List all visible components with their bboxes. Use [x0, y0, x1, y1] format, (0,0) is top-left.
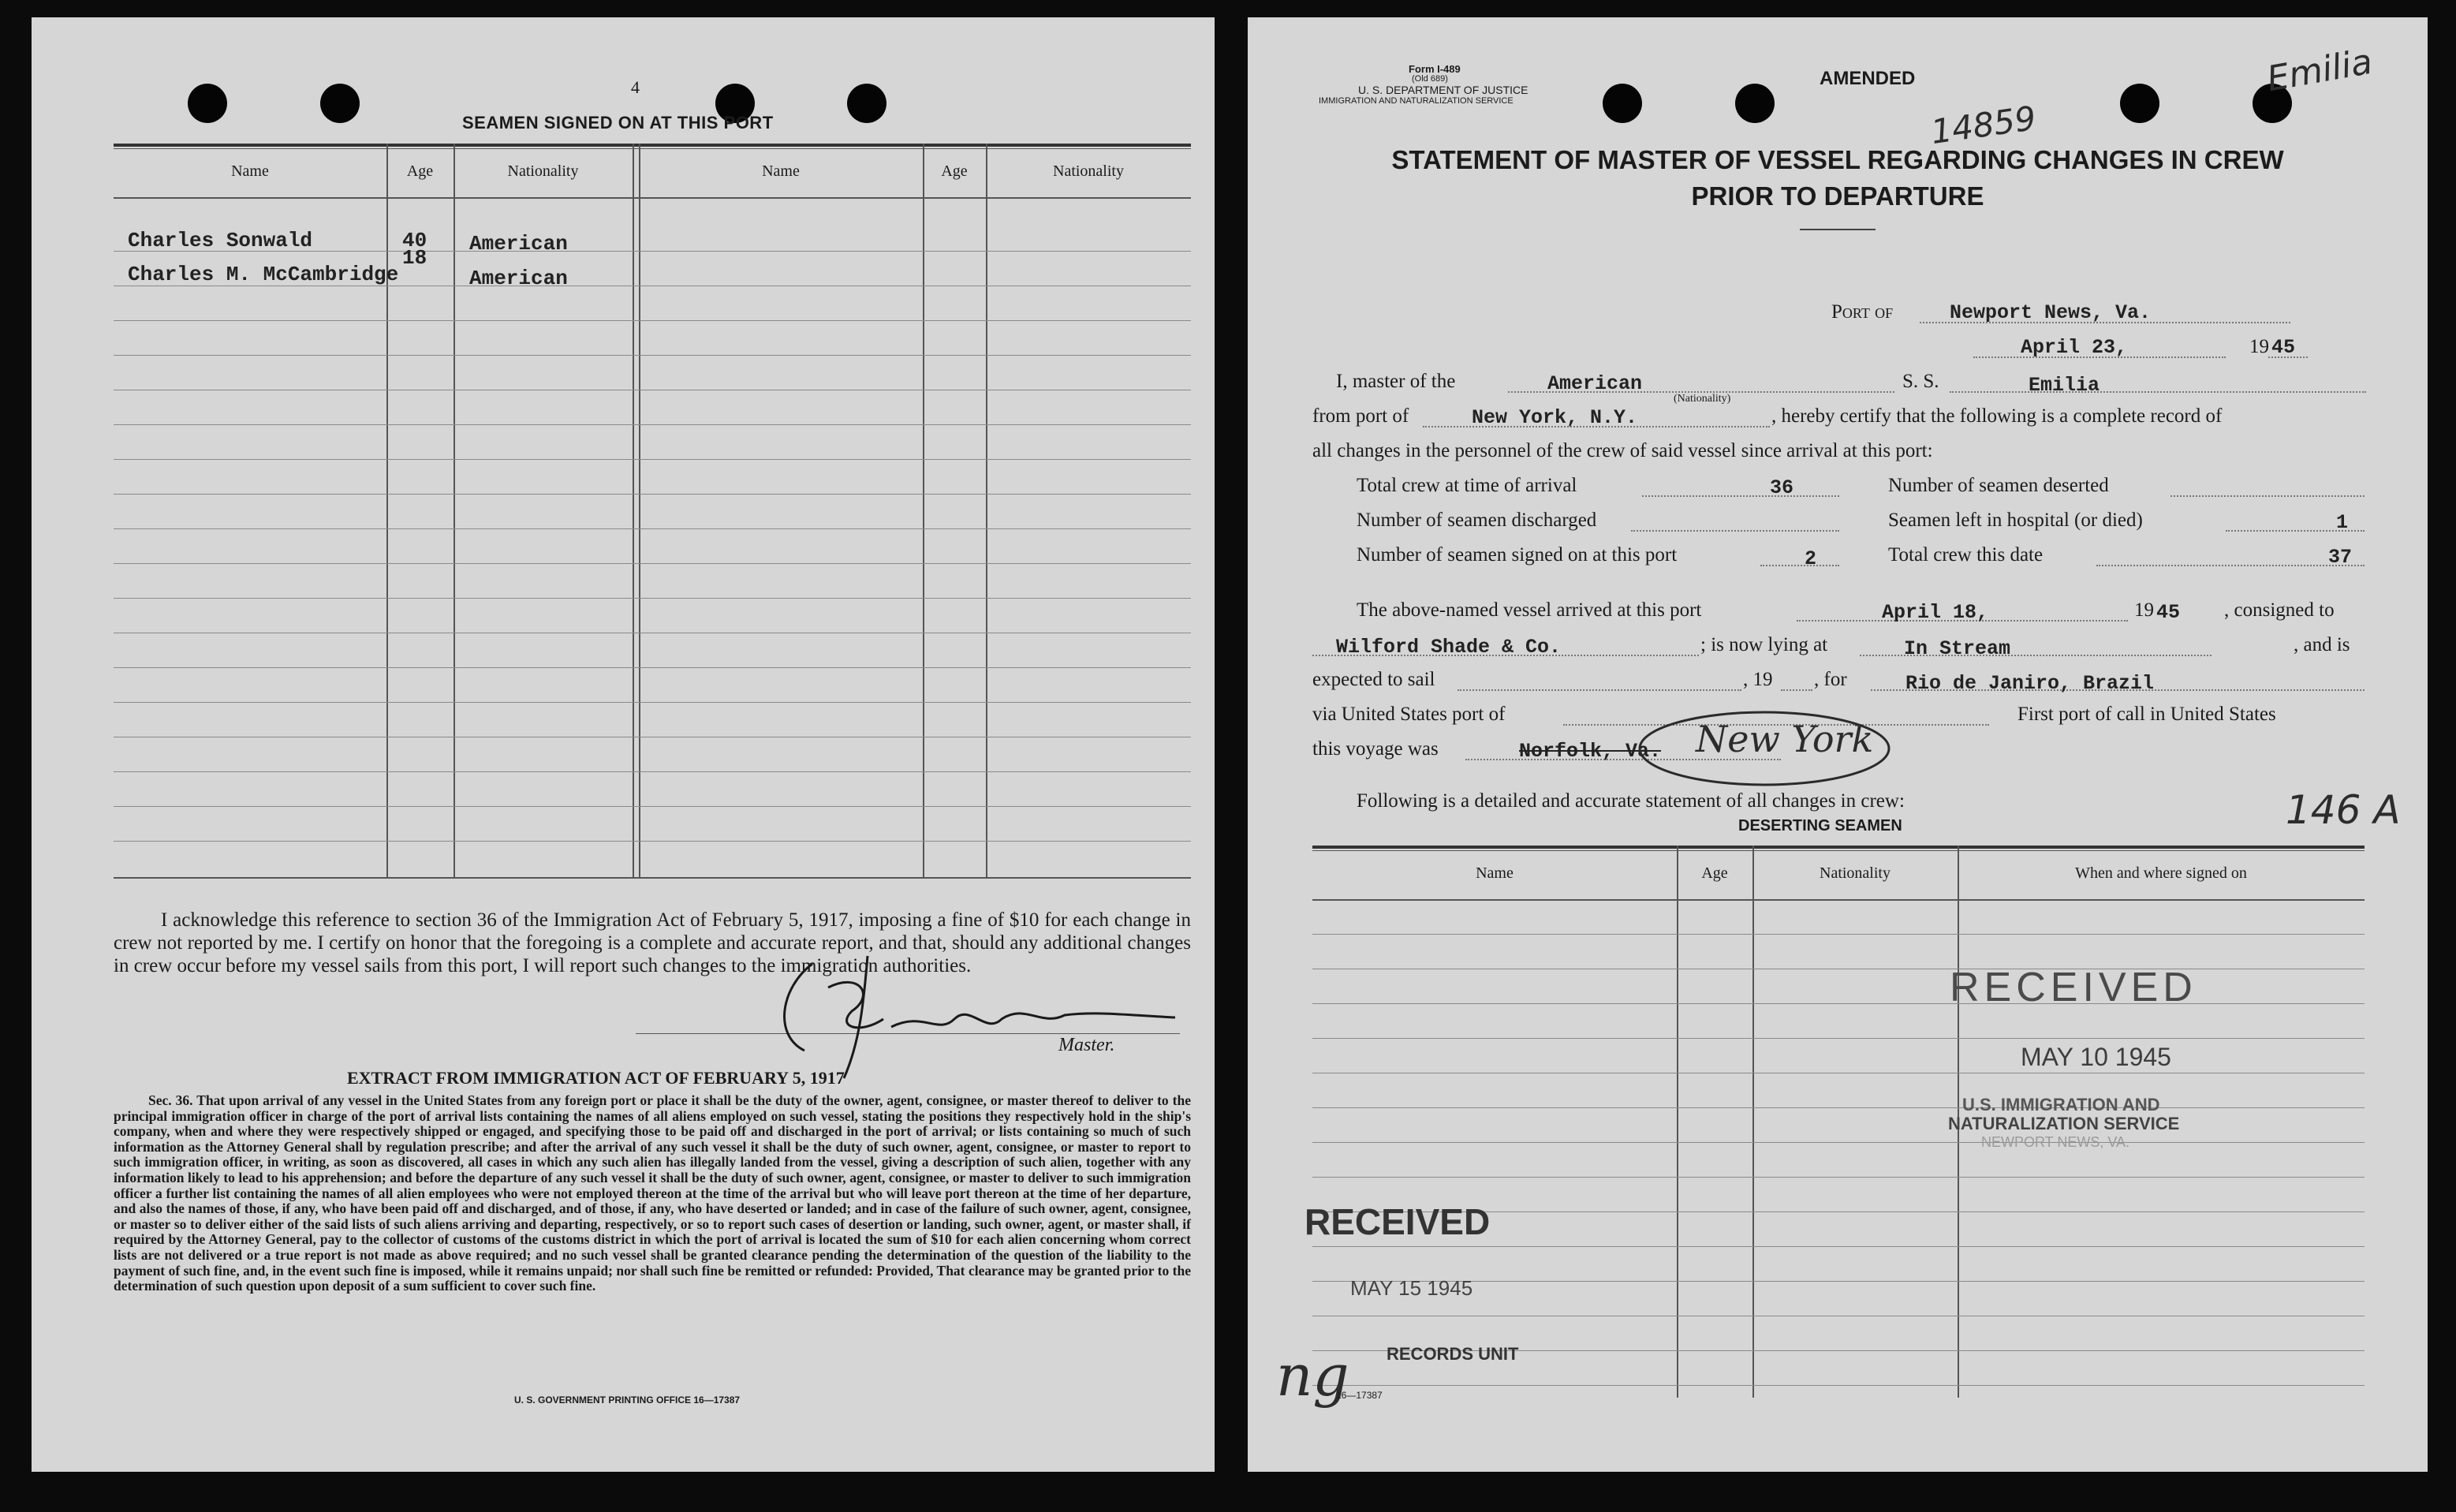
column-header-nationality: Nationality — [1053, 162, 1124, 180]
consigned-label: , consigned to — [2224, 599, 2335, 621]
signed-on-value: 2 — [1805, 547, 1817, 570]
seaman-nationality: American — [469, 232, 568, 256]
master-signature — [765, 940, 1207, 1082]
hospital-value: 1 — [2336, 511, 2349, 534]
form-number: Form I-489 — [1409, 63, 1461, 75]
table-rule-line — [114, 771, 1191, 772]
table-rule-line — [1312, 934, 2365, 935]
column-header-age: Age — [406, 162, 434, 180]
column-header-name: Name — [762, 162, 800, 180]
voyage-handwritten: New York — [1696, 718, 1874, 760]
acknowledgement: I acknowledge this reference to section 36 of the Immigration Act of February 5, 1917, imposing a fine of $10 for each change in crew not reported by me. I certify on honor that the foregoing is a complete and accurate report, and that, should any additional changes in crew occur before my vessel sails from this port, I will report such changes to the immigration authorities. — [114, 909, 1191, 976]
section-title: SEAMEN SIGNED ON AT THIS PORT — [462, 113, 774, 133]
arrived-label: The above-named vessel arrived at this port — [1357, 599, 1702, 621]
received-stamp-2-date: MAY 15 1945 — [1350, 1276, 1473, 1300]
received-stamp-2: RECEIVED — [1305, 1201, 1491, 1242]
seaman-age: 18 — [402, 246, 427, 270]
received-stamp-line: U.S. IMMIGRATION AND — [1962, 1095, 2160, 1114]
total-arrival-label: Total crew at time of arrival — [1357, 475, 1577, 496]
certify-text: , hereby certify that the following is a complete record of — [1771, 405, 2223, 427]
consignee: Wilford Shade & Co. — [1336, 636, 1562, 659]
table-rule-line — [114, 841, 1191, 842]
handwritten-146a: 146 A — [2286, 787, 2401, 833]
punch-hole — [2120, 84, 2159, 123]
form-old-number: (Old 689) — [1412, 74, 1448, 84]
year-value: 45 — [2271, 336, 2296, 359]
first-port-label: First port of call in United States — [2017, 704, 2276, 725]
seaman-nationality: American — [469, 267, 568, 290]
discharged-label: Number of seamen discharged — [1357, 510, 1597, 531]
lying-label: ; is now lying at — [1700, 634, 1828, 655]
table-rule-line — [114, 424, 1191, 425]
table-rule-line — [114, 806, 1191, 807]
table-rule-line — [114, 563, 1191, 564]
file-number: 14859 — [1928, 98, 2039, 152]
desert-header-signed-on: When and where signed on — [2075, 864, 2247, 882]
punch-hole — [188, 84, 227, 123]
table-rule-line — [1312, 1003, 2365, 1004]
master-label: Master. — [1058, 1035, 1115, 1055]
punch-hole — [320, 84, 360, 123]
arrived-date: April 18, — [1882, 601, 1989, 624]
column-header-nationality: Nationality — [507, 162, 579, 180]
hospital-label: Seamen left in hospital (or died) — [1888, 510, 2143, 531]
service: IMMIGRATION AND NATURALIZATION SERVICE — [1319, 96, 1514, 106]
signed-on-label: Number of seamen signed on at this port — [1357, 544, 1678, 566]
desert-header-age: Age — [1701, 864, 1728, 882]
table-rule-line — [114, 667, 1191, 668]
table-rule-line — [114, 528, 1191, 529]
for-label: , for — [1814, 669, 1847, 690]
lying-at: In Stream — [1904, 637, 2011, 660]
year-label: 19 — [2249, 336, 2269, 357]
punch-hole — [1735, 84, 1775, 123]
department: U. S. DEPARTMENT OF JUSTICE — [1358, 84, 1528, 96]
punch-hole — [1603, 84, 1642, 123]
form-title: STATEMENT OF MASTER OF VESSEL REGARDING CHANGES IN CREW — [1391, 145, 2284, 174]
and-is-label: , and is — [2294, 634, 2350, 655]
received-stamp-date: MAY 10 1945 — [2021, 1043, 2171, 1071]
date-value: April 23, — [2021, 336, 2128, 359]
certify-text-2: all changes in the personnel of the crew of said vessel since arrival at this port: — [1312, 440, 1933, 461]
nationality-caption: (Nationality) — [1674, 393, 1731, 405]
following-label: Following is a detailed and accurate statement of all changes in crew: — [1357, 790, 1905, 812]
deserted-label: Number of seamen deserted — [1888, 475, 2109, 496]
via-label: via United States port of — [1312, 704, 1506, 725]
extract-text: Sec. 36. That upon arrival of any vessel in the United States from any foreign port or place it shall be the duty of the owner, agent, consignee, or master thereof to deliver to the principal immigration officer in charge of the port of arrival lists containing the names of all aliens employed on such vessel, stating the positions they respectively hold in the ship's company, when and where they were respectively shipped or engaged, and specifying those to be paid off and discharged in the port of arrival; or lists containing so much of such information as the Attorney General shall by regulation prescribe; and after the arrival of any such vessel it shall be the duty of such owner, agent, consignee, or master to report to such immigration officer, in writing, as soon as discovered, all cases in which any such alien has illegally landed from the vessel, giving a description of such alien, together with any information likely to lead to his apprehension; and before the departure of any such vessel it shall be the duty of such owner, agent, consignee, or master to deliver to such immigration officer a further list containing the names of all alien employees who were not employed thereon at the time of the arrival but who will leave port thereon at the time of her departure, and also the names of those, if any, who have been paid off and discharged, and of those, if any, who have deserted or landed; and in case of the failure of such owner, agent, consignee, or master so to deliver either of the said lists of such aliens arriving and departing, respectively, or so to report such cases of desertion or landing, such owner, agent, or master shall, if required by the Attorney General, pay to the collector of customs of the customs district in which the port of arrival is located the sum of $10 for each alien concerning whom correct lists are not delivered or a true report is not made as above required; and no such vessel shall be granted clearance pending the determination of the question of the liability to the payment of such fine, and, in the event such fine is imposed, while it remains unpaid; nor shall such fine be remitted or refunded: Provided, That clearance may be granted prior to the determination of such question upon deposit of a sum sufficient to cover such fine. — [114, 1092, 1191, 1294]
ss-label: S. S. — [1902, 371, 1939, 392]
master-of-label: I, master of the — [1336, 371, 1456, 392]
vessel-name: Emilia — [2029, 374, 2100, 397]
expected-label: expected to sail — [1312, 669, 1435, 690]
deserting-title: DESERTING SEAMEN — [1738, 817, 1902, 834]
seaman-name: Charles M. McCambridge — [128, 263, 399, 286]
port-label: Port of — [1831, 301, 1894, 323]
table-rule-line — [114, 320, 1191, 321]
handwritten-emilia: Emilia — [2264, 41, 2376, 100]
table-rule-line — [114, 702, 1191, 703]
table-rule-line — [1312, 1246, 2365, 1247]
total-arrival-value: 36 — [1770, 476, 1794, 499]
table-rule-line — [114, 494, 1191, 495]
seaman-age: 40 — [402, 229, 427, 252]
records-unit-stamp: RECORDS UNIT — [1387, 1344, 1519, 1364]
received-stamp: RECEIVED — [1950, 965, 2197, 1010]
expected-year-label: , 19 — [1743, 669, 1773, 690]
column-header-name: Name — [231, 162, 269, 180]
table-rule-line — [114, 459, 1191, 460]
right-page — [1248, 17, 2428, 1472]
table-rule-line — [114, 355, 1191, 356]
amended-label: AMENDED — [1820, 68, 1916, 89]
desert-header-nationality: Nationality — [1820, 864, 1891, 882]
table-rule-line — [1312, 1107, 2365, 1108]
desert-header-name: Name — [1476, 864, 1514, 882]
nationality-value: American — [1547, 372, 1643, 395]
extract-title: EXTRACT FROM IMMIGRATION ACT OF FEBRUARY 5, 1917 — [347, 1068, 845, 1088]
table-rule-line — [114, 598, 1191, 599]
punch-hole — [847, 84, 886, 123]
total-date-value: 37 — [2328, 546, 2353, 569]
seaman-name: Charles Sonwald — [128, 229, 313, 252]
arrived-year-label: 19 — [2134, 599, 2154, 621]
column-header-age: Age — [941, 162, 968, 180]
page-number: 4 — [631, 77, 640, 97]
from-port-label: from port of — [1312, 405, 1409, 427]
form-title-line2: PRIOR TO DEPARTURE — [1691, 181, 1984, 211]
printing-office: U. S. GOVERNMENT PRINTING OFFICE 16—17387 — [514, 1394, 741, 1406]
destination: Rio de Janiro, Brazil — [1905, 672, 2155, 695]
arrived-year: 45 — [2156, 601, 2181, 624]
total-date-label: Total crew this date — [1888, 544, 2044, 566]
received-stamp-line: NATURALIZATION SERVICE — [1948, 1114, 2180, 1133]
voyage-label: this voyage was — [1312, 738, 1439, 760]
voyage-crossed: Norfolk, Va. — [1519, 740, 1662, 763]
received-stamp-line: NEWPORT NEWS, VA. — [1981, 1134, 2130, 1150]
from-port-value: New York, N.Y. — [1472, 406, 1638, 429]
table-rule-line — [1312, 1038, 2365, 1039]
port-value: Newport News, Va. — [1950, 301, 2152, 324]
table-rule-line — [1312, 1142, 2365, 1143]
table-rule-line — [1312, 1385, 2365, 1386]
left-page — [32, 17, 1215, 1472]
handwritten-initials: ng — [1276, 1342, 1349, 1409]
footer-code: 16—17387 — [1336, 1390, 1383, 1401]
table-rule-line — [1312, 1177, 2365, 1178]
